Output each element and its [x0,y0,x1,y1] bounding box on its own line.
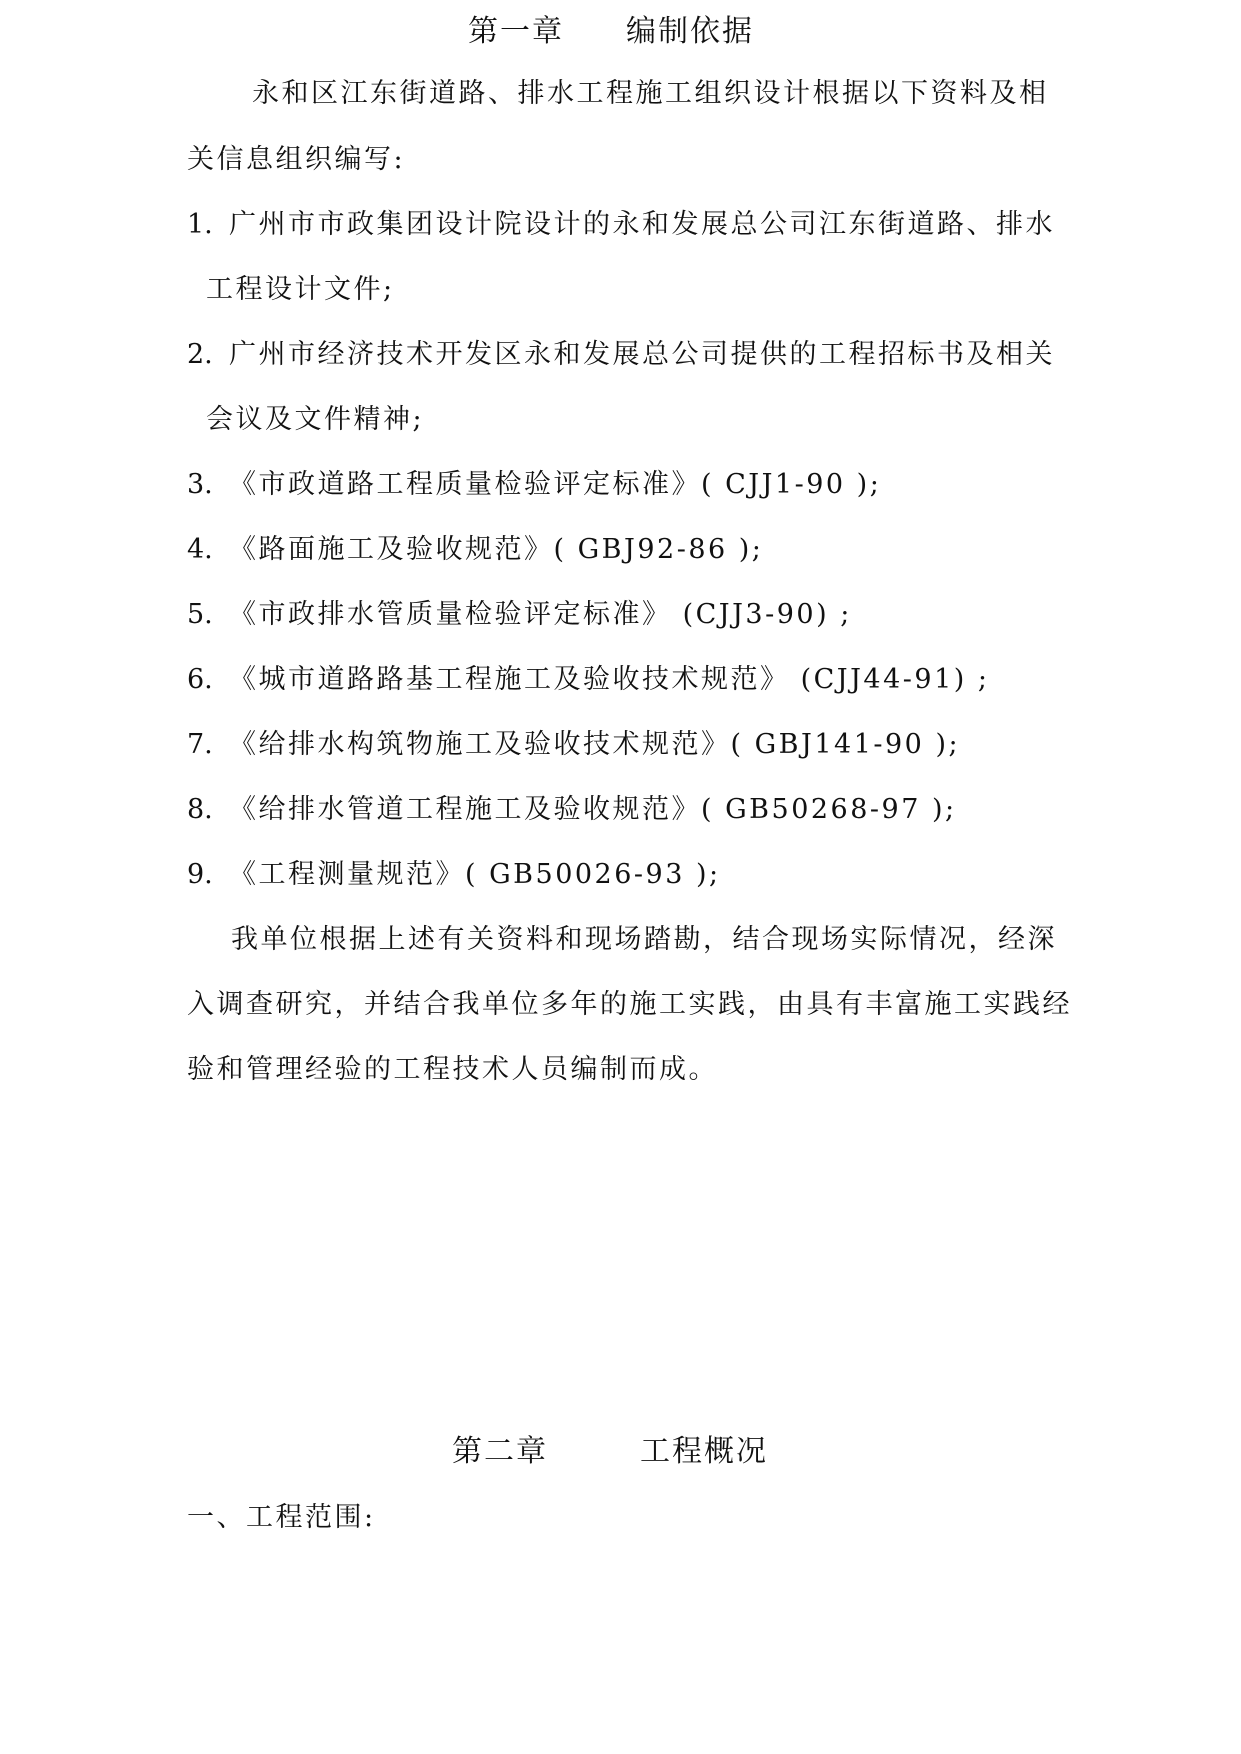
list-item-text: 《给排水管道工程施工及验收规范》( GB50268-97 ); [229,794,957,825]
list-item-number: 9. [187,859,213,890]
list-item-text: 《市政道路工程质量检验评定标准》( CJJ1-90 ); [229,469,882,500]
list-item-5 [187,597,852,633]
chapter1-heading [468,12,754,52]
closing-line-3: 验和管理经验的工程技术人员编制而成。 [187,1054,718,1085]
list-item-text: 广州市市政集团设计院设计的永和发展总公司江东街道路、排水 [229,209,1055,240]
list-item-number: 1. [187,209,213,240]
list-item-number: 8. [187,794,213,825]
chapter2-heading [452,1432,768,1472]
list-item-number: 7. [187,729,213,760]
closing-line-1: 我单位根据上述有关资料和现场踏勘，结合现场实际情况，经深 [231,924,1057,955]
chapter1-label: 第一章 [468,14,564,49]
list-item-number: 5. [187,599,213,630]
list-item-9 [187,857,721,893]
list-item-6 [187,662,989,698]
list-item-2 [187,337,1055,373]
list-item-number: 6. [187,664,213,695]
closing-line-2: 入调查研究，并结合我单位多年的施工实践，由具有丰富施工实践经 [187,989,1072,1020]
list-item-text: 广州市经济技术开发区永和发展总公司提供的工程招标书及相关 [229,339,1055,370]
list-item-8 [187,792,957,828]
list-item-3 [187,467,881,503]
chapter1-title: 编制依据 [626,14,754,49]
list-item-1-continuation: 工程设计文件; [206,274,395,305]
list-item-text: 《市政排水管质量检验评定标准》 (CJJ3-90) ; [229,599,852,630]
chapter2-title: 工程概况 [640,1434,768,1469]
list-item-number: 4. [187,534,213,565]
list-item-7 [187,727,960,763]
list-item-text: 《路面施工及验收规范》( GBJ92-86 ); [229,534,764,565]
chapter2-label: 第二章 [452,1434,548,1469]
list-item-number: 2. [187,339,213,370]
list-item-4 [187,532,763,568]
intro-line-1: 永和区江东街道路、排水工程施工组织设计根据以下资料及相 [252,78,1049,109]
intro-line-2: 关信息组织编写: [187,144,406,175]
list-item-text: 《给排水构筑物施工及验收技术规范》( GBJ141-90 ); [229,729,961,760]
list-item-number: 3. [187,469,213,500]
list-item-1 [187,207,1055,243]
list-item-text: 《工程测量规范》( GB50026-93 ); [229,859,721,890]
list-item-text: 《城市道路路基工程施工及验收技术规范》 (CJJ44-91) ; [229,664,990,695]
section1-title: 一、工程范围: [187,1502,376,1533]
list-item-2-continuation: 会议及文件精神; [206,404,425,435]
